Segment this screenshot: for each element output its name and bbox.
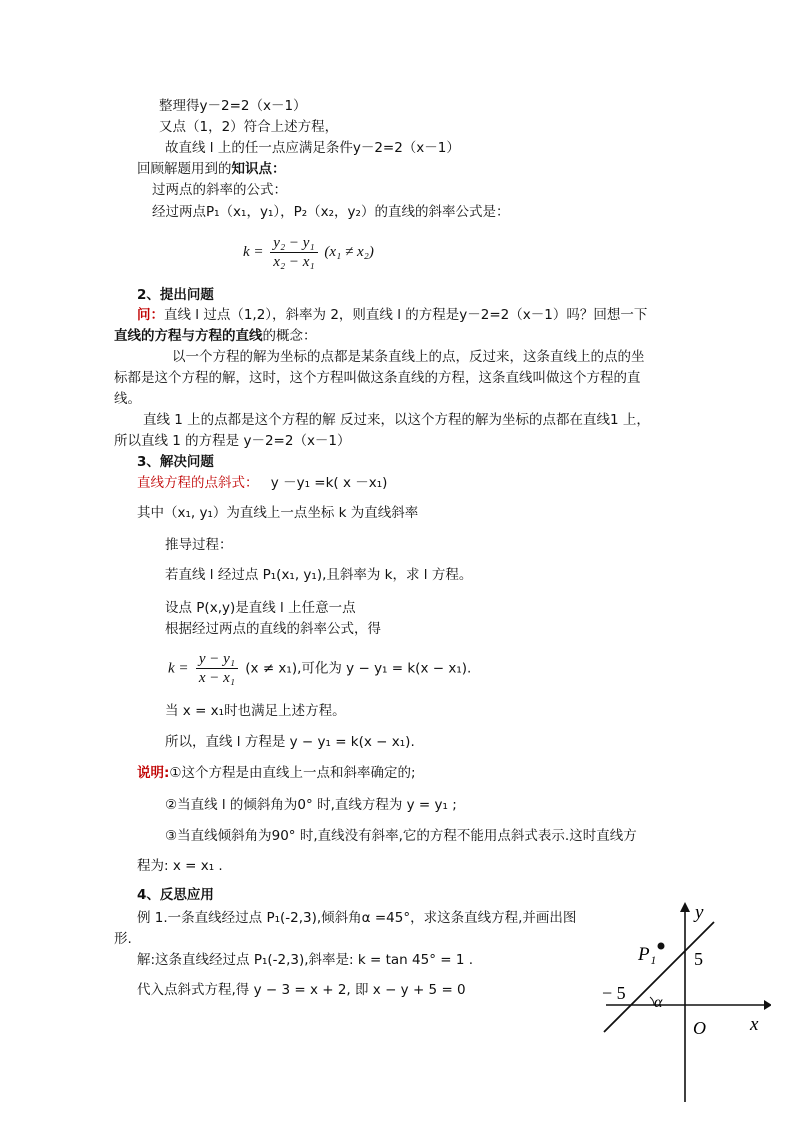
line-note-4: 程为: x = x₁ . xyxy=(137,858,223,874)
line-derive-4: 当 x = x₁时也满足上述方程。 xyxy=(165,703,346,719)
formula2-denominator: x − x₁ xyxy=(198,670,235,686)
line-note-1 xyxy=(137,763,416,783)
line-derive-1: 若直线 l 经过点 P₁(x₁, y₁),且斜率为 k，求 l 方程。 xyxy=(165,567,473,583)
formula-k: k = xyxy=(243,243,264,260)
point-slope-label: 直线方程的点斜式： xyxy=(137,475,259,491)
section-2-title: 2、提出问题 xyxy=(137,287,214,303)
question-label: 问： xyxy=(137,307,164,323)
line-graph-figure xyxy=(596,896,771,1106)
line-question xyxy=(137,305,647,325)
section-4-title: 4、反思应用 xyxy=(137,887,214,903)
line-point-check: 又点（1，2）符合上述方程， xyxy=(159,119,339,135)
line-derive-2: 设点 P(x,y)是直线 l 上任意一点 xyxy=(165,600,356,616)
paragraph-line-1: 以一个方程的解为坐标的点都是某条直线上的点，反过来，这条直线上的点的坐 xyxy=(172,349,645,365)
slope-formula xyxy=(243,234,374,271)
note-1-text: ①这个方程是由直线上一点和斜率确定的; xyxy=(169,765,416,781)
line-note-2: ②当直线 l 的倾斜角为0° 时,直线方程为 y = y₁ ; xyxy=(165,797,457,813)
x-intercept-label: − 5 xyxy=(602,983,626,1003)
line-example-4: 代入点斜式方程,得 y − 3 = x + 2, 即 x − y + 5 = 0 xyxy=(137,982,466,998)
graph-line xyxy=(604,922,714,1032)
p1-label: P₁ xyxy=(638,944,657,965)
formula2-fraction xyxy=(196,650,238,687)
line-where: 其中（x₁, y₁）为直线上一点坐标 k 为直线斜率 xyxy=(137,505,419,521)
line-example-1: 例 1.一条直线经过点 P₁(-2,3),倾斜角α =45°，求这条直线方程,并画出图 xyxy=(137,910,577,926)
origin-label: O xyxy=(693,1018,706,1038)
line-concept xyxy=(114,326,317,346)
paragraph-line-4: 直线 1 上的点都是这个方程的解 反过来，以这个方程的解为坐标的点都在直线1 上， xyxy=(143,412,650,428)
x-axis-arrow xyxy=(764,1000,771,1010)
point-slope-formula: y －y₁ =k( x －x₁) xyxy=(270,475,388,491)
formula2-tail: (x ≠ x₁),可化为 y − y₁ = k(x − x₁). xyxy=(245,660,472,677)
line-review xyxy=(137,159,286,179)
derivation-formula xyxy=(168,650,471,687)
line-simplify: 整理得y－2=2（x－1） xyxy=(159,98,307,114)
line-conclusion: 故直线 l 上的任一点应满足条件y－2=2（x－1） xyxy=(165,140,460,156)
concept-bold: 直线的方程与方程的直线 xyxy=(114,328,263,344)
review-text: 回顾解题用到的 xyxy=(137,161,232,177)
formula-condition: (x₁ ≠ x₂) xyxy=(324,243,374,260)
formula-fraction xyxy=(270,234,317,271)
x-label: x xyxy=(750,1014,759,1035)
y-axis-arrow xyxy=(680,902,690,912)
formula-denominator: x₂ − x₁ xyxy=(273,254,315,270)
formula-numerator: y₂ − y₁ xyxy=(270,234,317,253)
line-derivation: 推导过程： xyxy=(165,537,233,553)
line-example-2: 形. xyxy=(114,931,132,947)
question-text: 直线 l 过点（1,2），斜率为 2，则直线 l 的方程是y－2=2（x－1）吗？回想一下 xyxy=(164,307,648,323)
line-note-3: ③当直线倾斜角为90° 时,直线没有斜率,它的方程不能用点斜式表示.这时直线方 xyxy=(165,828,637,844)
line-slope-formula-heading: 过两点的斜率的公式： xyxy=(152,182,287,198)
section-3-title: 3、解决问题 xyxy=(137,454,214,470)
note-label: 说明: xyxy=(137,765,170,781)
paragraph-line-3: 线。 xyxy=(114,391,141,407)
line-derive-5: 所以，直线 l 方程是 y − y₁ = k(x − x₁). xyxy=(165,734,415,750)
alpha-label: α xyxy=(654,994,663,1011)
line-point-slope xyxy=(137,473,387,493)
formula2-k: k = xyxy=(168,660,189,677)
knowledge-point-label: 知识点： xyxy=(231,161,286,177)
concept-tail: 的概念： xyxy=(262,328,317,344)
line-slope-formula-desc: 经过两点P₁（x₁，y₁），P₂（x₂，y₂）的直线的斜率公式是： xyxy=(152,204,510,220)
paragraph-line-5: 所以直线 1 的方程是 y－2=2（x－1） xyxy=(114,433,351,449)
line-example-3: 解:这条直线经过点 P₁(-2,3),斜率是: k = tan 45° = 1 . xyxy=(137,952,474,968)
point-p1 xyxy=(658,943,665,950)
y-label: y xyxy=(695,902,704,923)
y-intercept-label: 5 xyxy=(694,949,703,969)
paragraph-line-2: 标都是这个方程的解，这时，这个方程叫做这条直线的方程，这条直线叫做这个方程的直 xyxy=(114,370,641,386)
formula2-numerator: y − y₁ xyxy=(196,650,238,669)
line-derive-3: 根据经过两点的直线的斜率公式，得 xyxy=(165,621,381,637)
